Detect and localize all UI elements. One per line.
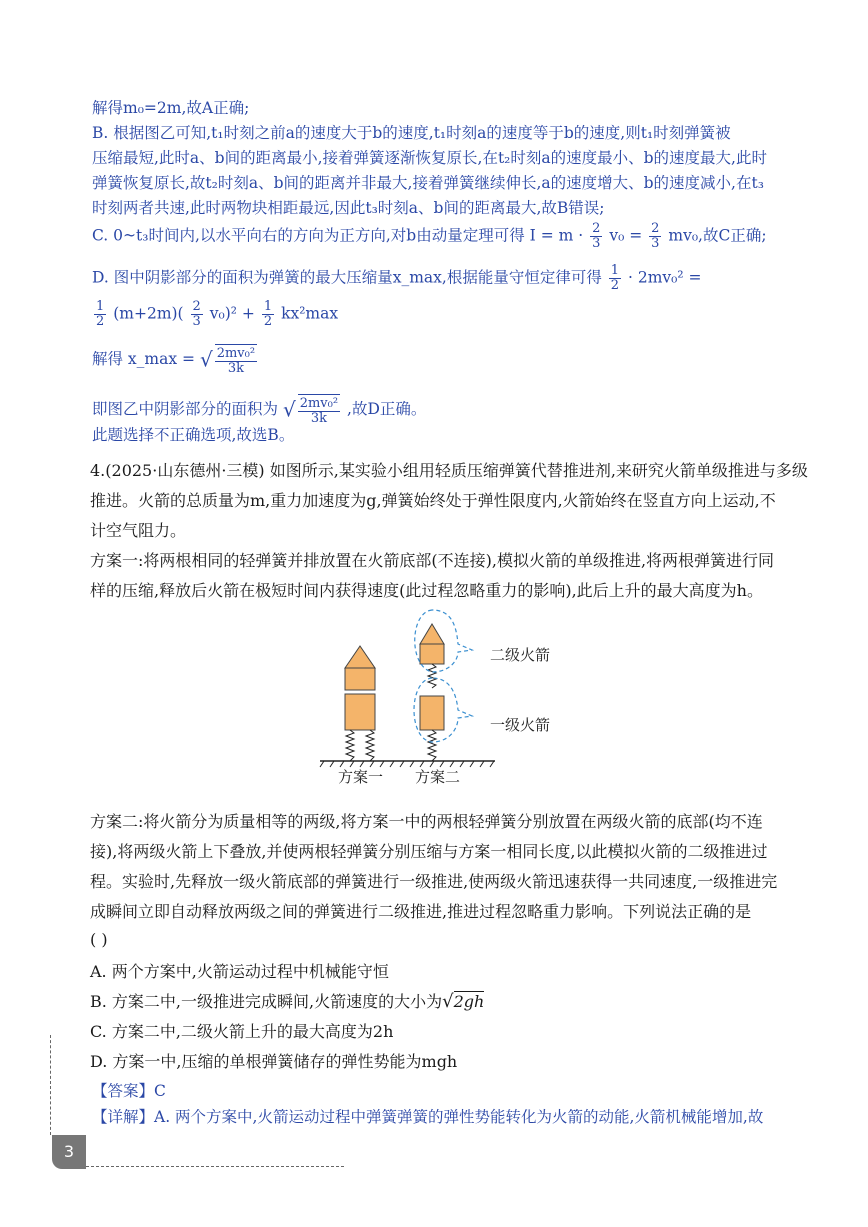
fraction-two-thirds: $\frac{2}{3}$	[592, 221, 601, 251]
solution-d3-text: 解得 x_max =	[92, 350, 196, 368]
option-b-sqrt: √2gh	[442, 991, 485, 1012]
detail-line: 【详解】A. 两个方案中,火箭运动过程中弹簧弹簧的弹性势能转化为火箭的动能,火箭机械能增加,故	[92, 1108, 764, 1126]
solution-b-1: B. 根据图乙可知,t₁时刻之前a的速度大于b的速度,t₁时刻a的速度等于b的速度,则t₁时刻弹簧被	[92, 124, 731, 142]
page-number: 3	[52, 1135, 86, 1169]
solution-d4-part-b: ,故D正确。	[347, 400, 427, 418]
solution-b-3: 弹簧恢复原长,故t₂时刻a、b间的距离并非最大,接着弹簧继续伸长,a的速度增大、b的速度减小,在t₃	[92, 174, 764, 192]
solution-d2-part-a: (m+2m)(	[113, 304, 184, 323]
solution-b-2: 压缩最短,此时a、b间的距离最小,接着弹簧逐渐恢复原长,在t₂时刻a的速度最小、b的速度最大,此时	[92, 149, 767, 167]
sqrt-expression: √ $\frac{\text{2mv₀²}}{3k}$	[199, 346, 256, 376]
solution-line-1: 解得m₀=2m,故A正确;	[92, 99, 250, 117]
caption-plan-one: 方案一	[338, 768, 384, 786]
answer-line: 【答案】C	[92, 1082, 166, 1100]
plan-one-rocket	[345, 646, 375, 761]
sqrt-expression-2: √ $\frac{\text{2mv₀²}}{3k}$	[282, 396, 339, 426]
solution-d2-part-c: kx²max	[281, 304, 339, 323]
ground-hatch	[320, 761, 494, 767]
plan-two-2: 接),将两级火箭上下叠放,并使两根轻弹簧分别压缩与方案一相同长度,以此模拟火箭的二级推进过	[90, 842, 768, 861]
footer-dashed-line	[86, 1166, 344, 1167]
plan-two-3: 程。实验时,先释放一级火箭底部的弹簧进行一级推进,使两级火箭迅速获得一共同速度,一级推进完	[90, 872, 778, 891]
answer-bracket: ( )	[90, 930, 108, 949]
solution-c-part-a: C. 0~t₃时间内,以水平向右的方向为正方向,对b由动量定理可得 I = m ·	[92, 226, 584, 245]
solution-d-1	[92, 264, 702, 293]
solution-d-part-b: · 2mv₀² =	[628, 268, 702, 287]
fraction-two-thirds-2: $\frac{2}{3}$	[651, 221, 660, 251]
option-b	[90, 988, 484, 1015]
option-c: C. 方案二中,二级火箭上升的最大高度为2h	[90, 1022, 394, 1041]
fraction-one-half-3: $\frac{1}{2}$	[263, 299, 273, 329]
fraction-one-half: $\frac{1}{2}$	[610, 263, 620, 293]
option-a: A. 两个方案中,火箭运动过程中机械能守恒	[90, 962, 389, 981]
solution-d4-part-a: 即图乙中阴影部分的面积为	[92, 400, 279, 418]
option-b-text: B. 方案二中,一级推进完成瞬间,火箭速度的大小为	[90, 992, 443, 1011]
solution-d2-part-b: v₀)² +	[209, 304, 255, 323]
plan-one-2: 样的压缩,释放后火箭在极短时间内获得速度(此过程忽略重力的影响),此后上升的最大高度为h。	[90, 581, 763, 600]
question-intro-3: 计空气阻力。	[90, 521, 187, 540]
solution-d-2	[92, 300, 338, 329]
side-dashed-line	[50, 1035, 51, 1135]
solution-conclusion: 此题选择不正确选项,故选B。	[92, 426, 295, 444]
question-intro-2: 推进。火箭的总质量为m,重力加速度为g,弹簧始终处于弹性限度内,火箭始终在竖直方向上运动,不	[90, 491, 776, 510]
solution-d-part-a: D. 图中阴影部分的面积为弹簧的最大压缩量x_max,根据能量守恒定律可得	[92, 268, 602, 287]
solution-b-4: 时刻两者共速,此时两物块相距最远,因此t₃时刻a、b间的距离最大,故B错误;	[92, 199, 605, 217]
plan-two-rocket	[420, 624, 444, 761]
plan-two-4: 成瞬间立即自动释放两级之间的弹簧进行二级推进,推进过程忽略重力影响。下列说法正确的是	[90, 902, 752, 921]
solution-d-3	[92, 344, 259, 376]
fraction-one-half-2: $\frac{1}{2}$	[96, 299, 105, 329]
solution-c-part-c: mv₀,故C正确;	[668, 226, 767, 245]
solution-c-part-b: v₀ =	[609, 226, 643, 245]
question-intro-1: 4.(2025·山东德州·三模) 如图所示,某实验小组用轻质压缩弹簧代替推进剂,来研究火箭单级推进与多级	[90, 461, 808, 480]
plan-one-1: 方案一:将两根相同的轻弹簧并排放置在火箭底部(不连接),模拟火箭的单级推进,将两根弹簧进行同	[90, 551, 775, 570]
caption-plan-two: 方案二	[415, 768, 461, 786]
plan-two-1: 方案二:将火箭分为质量相等的两级,将方案一中的两根轻弹簧分别放置在两级火箭的底部(均不连	[90, 812, 763, 831]
label-stage-one: 一级火箭	[490, 716, 551, 734]
rocket-figure	[320, 606, 551, 788]
label-stage-two: 二级火箭	[490, 646, 551, 664]
solution-d-4	[92, 394, 426, 426]
fraction-two-thirds-3: $\frac{2}{3}$	[192, 299, 201, 329]
option-d: D. 方案一中,压缩的单根弹簧储存的弹性势能为mgh	[90, 1052, 458, 1071]
solution-c-1	[92, 222, 767, 251]
